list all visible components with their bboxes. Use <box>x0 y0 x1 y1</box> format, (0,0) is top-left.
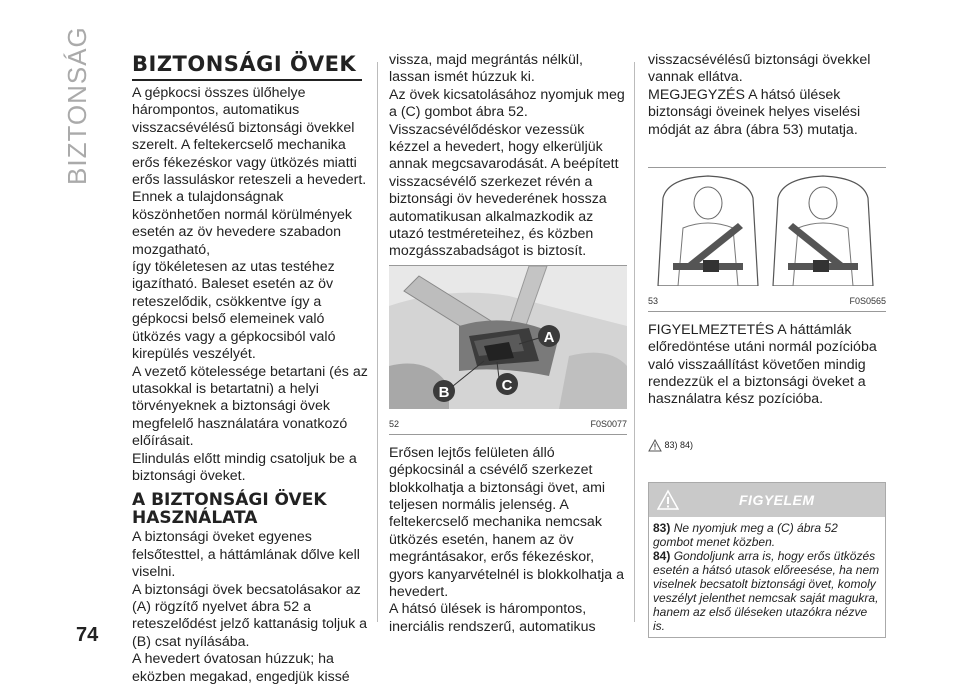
paragraph: A hevedert óvatosan húzzuk; ha eközben megakad, engedjük kissé <box>132 651 350 685</box>
figure-53 <box>648 167 886 312</box>
reference-numbers: 83) 84) <box>664 439 694 450</box>
caution-item-number: 84) <box>653 549 671 564</box>
paragraph: Erősen lejtős felületen álló gépkocsinál a csévélő szerkezet blokkolhatja a biztonsági övet, ami teljesen normális jelenség. A feltekercselő mechanika nemcsak ütközés esetén, hanem az öv megrántásakor, erős fékezéskor, gyors kanyarvételnél is blokkolhatja a hevedert. <box>389 444 625 600</box>
warning-triangle-icon <box>648 439 662 452</box>
paragraph: A hátsó ülések is hárompontos, inerciális rendszerű, automatikus <box>389 601 596 635</box>
callout-a-label: A <box>543 328 555 346</box>
column-2 <box>389 52 627 636</box>
paragraph: A biztonsági övek becsatolásakor az (A) rögzítő nyelvet ábra 52 a reteszelődést jelző kattanásig toljuk a (B) csat nyílásába. <box>132 581 368 650</box>
warning-triangle-icon <box>657 489 679 511</box>
paragraph: A biztonsági öveket egyenes felsőtesttel, a háttámlának dőlve kell viselni. <box>132 529 360 581</box>
caution-box <box>648 482 886 638</box>
caution-item <box>653 549 881 633</box>
figure-number: 53 <box>648 296 659 307</box>
section-label-text: BIZTONSÁG <box>62 26 92 185</box>
figure-code: F0S0565 <box>849 296 886 307</box>
paragraph: FIGYELMEZTETÉS A háttámlák előredöntése utáni normál pozícióba való visszaállítást követően mindig rendezzük el a biztonsági öveket a használatra kész pozícióba. <box>648 321 877 408</box>
paragraph: Az övek kicsatolásához nyomjuk meg a (C) gombot ábra 52. <box>389 86 625 121</box>
page-number: 74 <box>76 624 99 646</box>
paragraph: Ennek a tulajdonságnak köszönhetően normál körülmények esetén az öv hevedere szabadon mozgatható, <box>132 189 353 258</box>
column-3 <box>648 52 886 638</box>
seatbelt-buckle-illustration <box>389 266 627 409</box>
caution-title: FIGYELEM <box>739 492 815 509</box>
caution-header <box>649 483 885 517</box>
paragraph: így tökéletesen az utas testéhez igazítható. Baleset esetén az öv reteszelődik, csökkentve így a gépkocsi belső elemeinek való ütközés vagy a gépkocsiból való kirepülés veszélyét. <box>132 259 336 363</box>
paragraph: visszacsévélésű biztonsági övekkel vannak ellátva. <box>648 52 871 86</box>
column-divider <box>377 62 378 622</box>
column-divider <box>634 62 635 622</box>
section-title: BIZTONSÁGI ÖVEK <box>132 52 362 81</box>
paragraph: Elindulás előtt mindig csatoljuk be a biztonsági öveket. <box>132 450 357 484</box>
callout-b-label: B <box>438 383 450 401</box>
rear-seat-belts-illustration <box>648 168 886 286</box>
paragraph: A gépkocsi összes ülőhelye hárompontos, automatikus visszacsévélésű biztonsági övekkel szerelt. A feltekercselő mechanika erős fékezéskor vagy ütközés miatti erős lassuláskor reteszeli a hevedert. <box>132 85 367 189</box>
figure-code: F0S0077 <box>590 419 627 430</box>
subsection-title: A BIZTONSÁGI ÖVEK HASZNÁLATA <box>132 490 327 529</box>
figure-number: 52 <box>389 419 400 430</box>
warning-references <box>648 437 886 454</box>
caution-item-number: 83) <box>653 521 671 536</box>
paragraph: vissza, majd megrántás nélkül, lassan ismét húzzuk ki. <box>389 52 583 86</box>
callout-c-label: C <box>501 376 513 394</box>
caution-item-text: Ne nyomjuk meg a (C) ábra 52 gombot menet közben. <box>653 521 838 550</box>
figure-52 <box>389 265 627 435</box>
paragraph: A vezető kötelessége betartani (és az utasokkal is betartatni) a helyi törvényeknek a biztonsági övek megfelelő használatára vonatkozó előírásait. <box>132 363 368 450</box>
column-1 <box>132 52 370 686</box>
section-side-label <box>62 26 112 185</box>
paragraph: Visszacsévélődéskor vezessük kézzel a hevedert, hogy elkerüljük annak megcsavarodását. A beépített visszacsévélő szerkezet révén a biztonsági öv hevederének hossza automatikusan alkalmazkodik az utazó testméreteihez, és közben mozgásszabadságot is biztosít. <box>389 121 619 260</box>
paragraph: MEGJEGYZÉS A hátsó ülések biztonsági öveinek helyes viselési módját az ábra (ábra 53) mutatja. <box>648 86 861 138</box>
caution-body <box>649 517 885 637</box>
caution-item <box>653 521 881 549</box>
caution-item-text: Gondoljunk arra is, hogy erős ütközés esetén a hátsó utasok előreesése, ha nem viselnek becsatolt biztonsági övet, komoly veszélyt jelenthet nemcsak saját magukra, hanem az első üléseken utazókra nézve is. <box>653 549 880 634</box>
